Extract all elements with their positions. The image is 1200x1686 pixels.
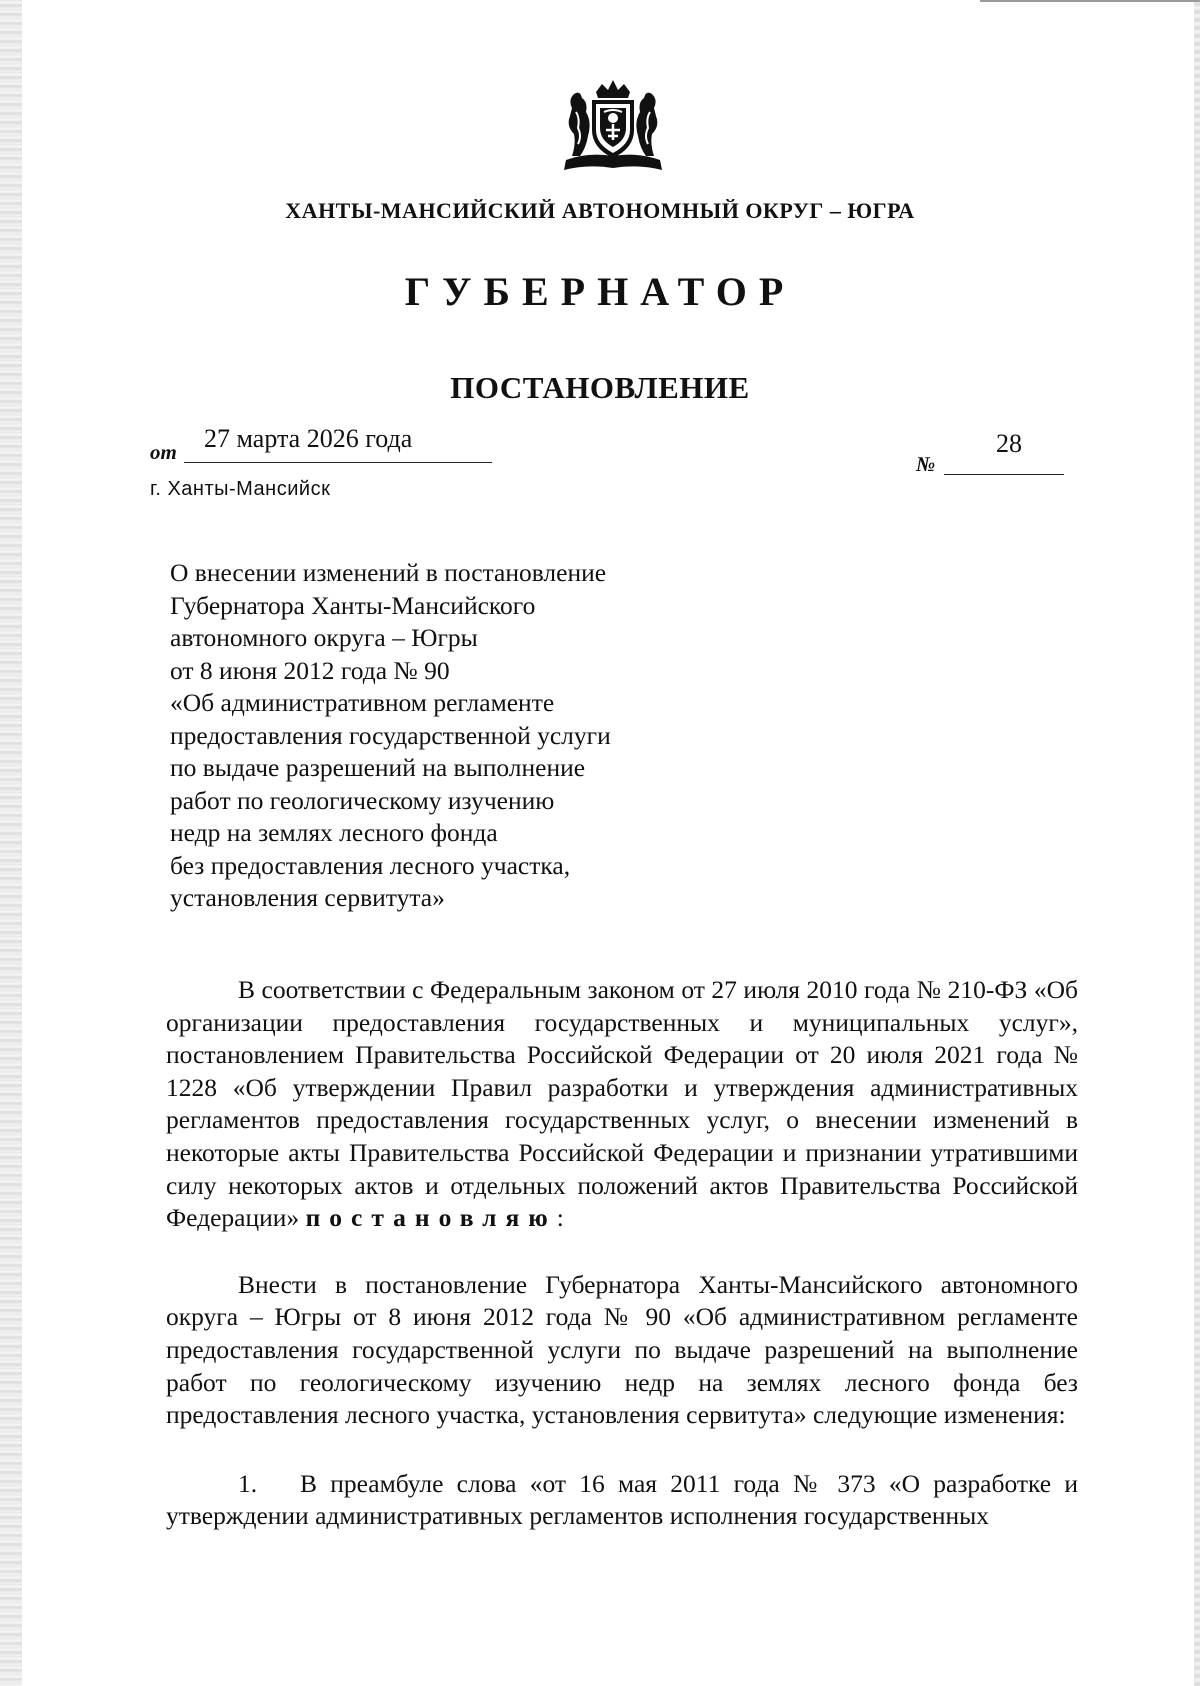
document-number: 28 xyxy=(996,429,1022,458)
subject-line: установления сервитута» xyxy=(170,883,445,912)
subject-line: «Об административном регламенте xyxy=(170,688,555,717)
subject-line: без предоставления лесного участка, xyxy=(170,850,571,880)
subject-line: недр на землях лесного фонда xyxy=(170,818,498,847)
preamble-text: В соответствии с Федеральным законом от 27 июля 2010 года № 210-ФЗ «Об организации предоставления государственных и муниципальных услуг», постановлением Правительства Российской Федерации от 20 июля 2021 года № 1228 «Об утверждении Правил разработки и утверждения административных регламентов предоставления государственных услуг, о внесении изменений в некоторые акты Правительства Российской Федерации и признании утратившими силу некоторых актов и отдельных положений актов Правительства Российской Федерации» xyxy=(166,975,1078,1233)
authority-title: ГУБЕРНАТОР xyxy=(404,269,796,314)
document-date: 27 марта 2026 года xyxy=(204,424,413,453)
coat-of-arms-icon xyxy=(558,78,668,178)
scan-edge-right xyxy=(1194,0,1200,1686)
item-1-number: 1. xyxy=(238,1468,258,1498)
resolve-colon: : xyxy=(556,1203,564,1233)
document-subject xyxy=(170,557,730,915)
amend-intro-paragraph: Внести в постановление Губернатора Ханты-Мансийского автономного округа – Югры от 8 июня 2012 года № 90 «Об административном регламенте предоставления государственной услуги по выдаче разрешений на выполнение работ по геологическому изучению недр на землях лесного фонда без предоставления лесного участка, установления сервитута» следующие изменения: xyxy=(166,1269,1078,1430)
document-body xyxy=(166,974,1078,1533)
item-1-paragraph xyxy=(166,1468,1078,1533)
number-underline xyxy=(944,474,1064,475)
date-underline xyxy=(184,462,492,463)
subject-line: автономного округа – Югры xyxy=(170,623,478,652)
scan-edge-top xyxy=(980,0,1200,2)
preamble-paragraph xyxy=(166,974,1078,1235)
date-prefix: от xyxy=(150,440,177,464)
document-type: ПОСТАНОВЛЕНИЕ xyxy=(450,370,750,405)
subject-line: предоставления государственной услуги xyxy=(170,720,611,750)
resolve-word: постановляю xyxy=(305,1203,557,1233)
scan-edge-left xyxy=(0,0,22,1686)
subject-line: от 8 июня 2012 года № 90 xyxy=(170,655,450,685)
subject-line: Губернатора Ханты-Мансийского xyxy=(170,590,536,620)
region-title: ХАНТЫ-МАНСИЙСКИЙ АВТОНОМНЫЙ ОКРУГ – ЮГРА xyxy=(285,198,915,223)
subject-line: О внесении изменений в постановление xyxy=(170,558,607,587)
item-1-text: В преамбуле слова «от 16 мая 2011 года № 373 «О разработке и утверждении административных регламентов исполнения государственных xyxy=(166,1468,1078,1531)
subject-line: работ по геологическому изучению xyxy=(170,785,555,815)
subject-line: по выдаче разрешений на выполнение xyxy=(170,753,586,782)
number-prefix: № xyxy=(916,452,936,476)
city: г. Ханты-Мансийск xyxy=(150,478,331,500)
